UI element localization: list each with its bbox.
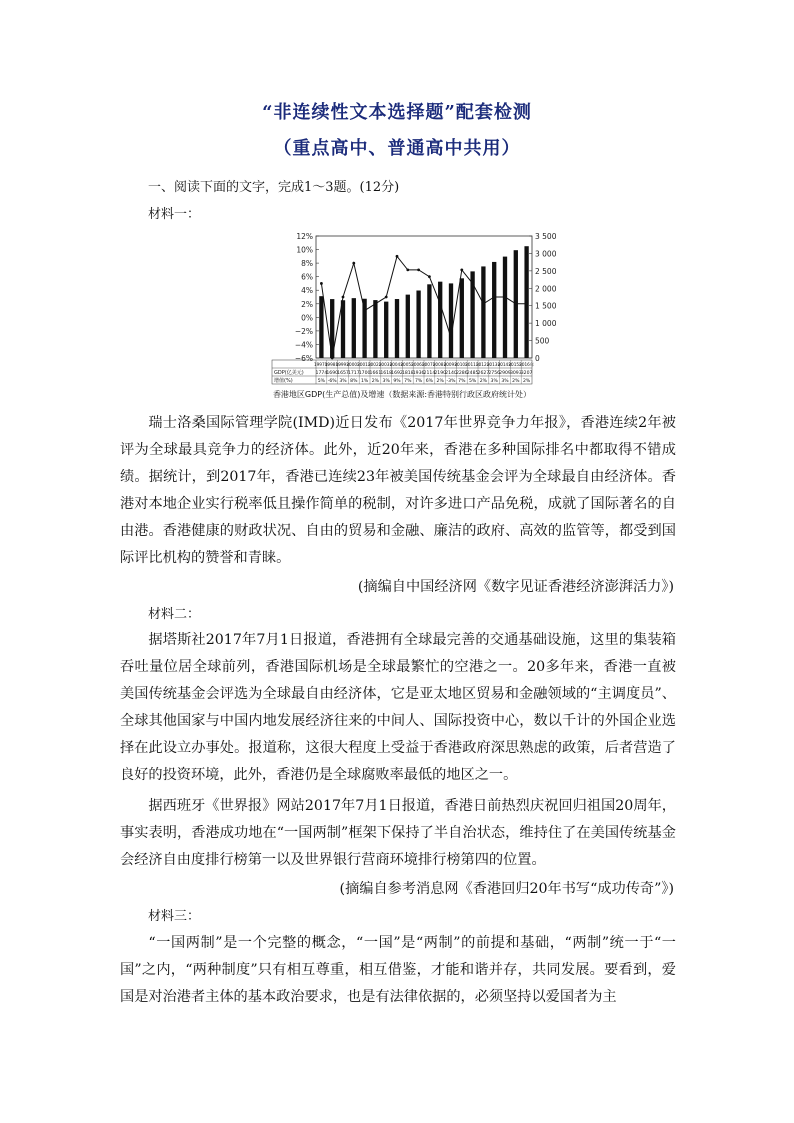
gdp-value-label: 2114 (423, 371, 436, 376)
left-tick-label: −4% (294, 340, 313, 350)
left-tick-label: 8% (301, 259, 313, 269)
gdp-bar (427, 284, 431, 358)
gdp-value-label: 1661 (369, 371, 382, 376)
left-tick-label: −6% (294, 354, 313, 363)
x-category-label: 2012年 (475, 362, 491, 367)
growth-point (493, 296, 496, 299)
right-tick-label: 2 000 (535, 284, 557, 294)
growth-point (396, 255, 399, 258)
growth-value-label: 7% (404, 379, 412, 384)
gdp-bar (319, 296, 323, 358)
gdp-value-label: 1690 (326, 371, 339, 376)
gdp-value-label: 1700 (358, 371, 371, 376)
growth-value-label: 3% (339, 379, 347, 384)
gdp-value-label: 1774 (315, 371, 328, 376)
gdp-value-label: 1936 (412, 371, 425, 376)
gdp-value-label: 1717 (347, 371, 360, 376)
gdp-bar (384, 302, 388, 358)
growth-value-label: 7% (458, 379, 466, 384)
gdp-bar (460, 278, 464, 358)
growth-value-label: 2% (479, 379, 488, 384)
left-tick-label: 12% (296, 232, 313, 241)
x-category-label: 2004年 (389, 362, 405, 367)
growth-point (374, 302, 377, 305)
growth-value-label: 5% (468, 379, 477, 384)
gdp-bar (481, 266, 485, 358)
gdp-value-label: 1618 (380, 371, 393, 376)
x-category-label: 1997年 (313, 362, 329, 367)
x-category-label: 2013年 (486, 362, 502, 367)
question-heading: 一、阅读下面的文字，完成1～3题。(12分) (148, 180, 400, 195)
growth-value-label: 2% (371, 379, 380, 384)
right-tick-label: 1 000 (535, 319, 557, 329)
growth-point (352, 262, 355, 265)
growth-value-label: 2% (512, 379, 520, 384)
growth-value-label: 3% (490, 379, 498, 384)
doc-title: “非连续性文本选择题”配套检测 (262, 102, 532, 123)
material1-text: 瑞士洛桑国际管理学院(IMD)近日发布《2017年世界竞争力年报》，香港连续2年被评为全球最具竞争力的经济体。此外，近20年来，香港在多种国际排名中都取得不错成绩。据统计，到2017年，香港已连续23年被美国传统基金会评为全球最自由经济体。香港对本地企业实行税率低且操作简单的税制，对许多进口产品免税，成就了国际著名的自由港。香港健康的财政状况、自由的贸易和金融、廉洁的政府、高效的监管等，都受到国际评比机构的赞誉和青睐。 (120, 415, 676, 566)
left-tick-label: 6% (301, 272, 313, 282)
growth-value-label: 1% (360, 379, 369, 384)
growth-value-label: 2% (522, 379, 531, 384)
gdp-bar (352, 298, 356, 358)
x-category-label: 2015年 (508, 362, 524, 367)
x-category-label: 2000年 (346, 362, 362, 367)
gdp-bar (341, 300, 345, 358)
left-tick-label: −2% (294, 326, 313, 336)
gdp-value-label: 1692 (391, 371, 403, 376)
doc-subtitle: （重点高中、普通高中共用） (273, 138, 521, 159)
gdp-bar (373, 300, 377, 358)
growth-point (342, 296, 345, 299)
growth-point (406, 268, 409, 271)
growth-point (331, 357, 334, 360)
gdp-bar (492, 262, 496, 358)
left-tick-label: 2% (301, 299, 313, 309)
gdp-bar (395, 299, 399, 358)
gdp-value-label: 2627 (477, 371, 490, 376)
growth-point (514, 302, 517, 305)
growth-point (525, 302, 528, 305)
growth-point (460, 268, 463, 271)
x-category-label: 2006年 (411, 362, 427, 367)
chart-caption: 香港地区GDP(生产总值)及增速（数据来源:香港特别行政区政府统计处） (272, 390, 532, 399)
gdp-value-label: 3207 (520, 371, 533, 376)
right-tick-label: 3 000 (535, 249, 557, 259)
material3-label: 材料三： (148, 909, 201, 924)
growth-point (504, 296, 507, 299)
right-tick-label: 0 (535, 354, 540, 363)
gdp-bar (416, 291, 420, 358)
gdp-bar (503, 257, 507, 358)
material1-source: (摘编自中国经济网《数字见证香港经济澎湃活力》) (357, 579, 674, 595)
growth-point (363, 309, 366, 312)
growth-value-label: 3% (501, 379, 509, 384)
gdp-bar (362, 299, 366, 358)
growth-value-label: 9% (393, 379, 401, 384)
growth-value-label: 5% (317, 379, 326, 384)
x-category-label: 1998年 (324, 362, 340, 367)
x-category-label: 2003年 (378, 362, 394, 367)
growth-point (471, 282, 474, 285)
x-category-label: 2005年 (400, 362, 416, 367)
growth-value-label: 7% (414, 379, 423, 384)
left-tick-label: 0% (301, 313, 313, 323)
right-tick-label: 1 500 (535, 301, 557, 311)
x-category-label: 2001年 (357, 362, 373, 367)
gdp-value-label: 2286 (455, 371, 468, 376)
gdp-value-label: 2140 (445, 371, 457, 376)
gdp-bar (406, 295, 410, 358)
x-category-label: 2014年 (497, 362, 513, 367)
x-category-label: 2009年 (443, 362, 459, 367)
left-tick-label: 10% (296, 245, 313, 255)
growth-value-label: 8% (350, 379, 358, 384)
growth-value-label: 2% (436, 379, 444, 384)
growth-row-label: 增值(%) (274, 378, 293, 384)
gdp-row-label: GDP(亿美元) (274, 370, 304, 376)
gdp-value-label: 2756 (488, 371, 501, 376)
gdp-value-label: 1657 (337, 371, 349, 376)
gdp-bar (449, 283, 453, 358)
growth-point (450, 336, 453, 339)
x-category-label: 2007年 (421, 362, 437, 367)
left-tick-label: 4% (301, 286, 313, 296)
gdp-value-label: 2190 (434, 371, 447, 376)
growth-point (482, 302, 485, 305)
material2-text-a: 据塔斯社2017年7月1日报道，香港拥有全球最完善的交通基础设施，这里的集装箱吞吐量位居全球前列，香港国际机场是全球最繁忙的空港之一。20多年来，香港一直被美国传统基金会评选为全球最自由经济体，它是亚太地区贸易和金融领域的“主调度员”、全球其他国家与中国内地发展经济往来的中间人、国际投资中心，数以千计的外国企业选择在此设立办事处。报道称，这很大程度上受益于香港政府深思熟虑的政策，后者营造了良好的投资环境，此外，香港仍是全球腐败率最低的地区之一。 (120, 632, 676, 783)
material1-label: 材料一： (148, 207, 201, 222)
x-category-label: 2002年 (367, 362, 383, 367)
material2-text-b: 据西班牙《世界报》网站2017年7月1日报道，香港日前热烈庆祝回归祖国20周年，事实表明，香港成功地在“一国两制”框架下保持了半自治状态，维持住了在美国传统基金会经济自由度排行榜第一以及世界银行营商环境排行榜第四的位置。 (120, 798, 676, 868)
growth-value-label: 3% (382, 379, 390, 384)
growth-value-label: -6% (327, 379, 337, 384)
gdp-value-label: 2485 (466, 371, 479, 376)
right-tick-label: 2 500 (535, 266, 557, 276)
x-category-label: 1999年 (335, 362, 351, 367)
gdp-value-label: 3093 (509, 371, 522, 376)
growth-point (320, 282, 323, 285)
material2-source: (摘编自参考消息网《香港回归20年书写“成功传奇”》) (339, 881, 674, 897)
gdp-value-label: 1818 (401, 371, 414, 376)
x-category-label: 2010年 (454, 362, 470, 367)
right-tick-label: 3 500 (535, 232, 557, 241)
growth-point (439, 302, 442, 305)
gdp-value-label: 2909 (499, 371, 511, 376)
growth-point (417, 268, 420, 271)
gdp-chart (262, 228, 557, 408)
x-category-label: 2016年 (519, 362, 535, 367)
growth-point (428, 275, 431, 278)
x-category-label: 2011年 (465, 362, 481, 367)
material3-text: “一国两制”是一个完整的概念，“一国”是“两制”的前提和基础，“两制”统一于“一国”之内，“两种制度”只有相互尊重，相互借鉴，才能和谐并存，共同发展。要看到，爱国是对治港者主体的基本政治要求，也是有法律依据的，必须坚持以爱国者为主 (120, 935, 676, 1005)
x-category-label: 2008年 (432, 362, 448, 367)
gdp-bar (438, 282, 442, 358)
gdp-bar (524, 246, 528, 358)
material2-label: 材料二： (148, 607, 201, 622)
right-tick-label: 500 (535, 336, 550, 346)
growth-value-label: 6% (425, 379, 434, 384)
growth-point (385, 296, 388, 299)
growth-value-label: -3% (446, 379, 456, 384)
